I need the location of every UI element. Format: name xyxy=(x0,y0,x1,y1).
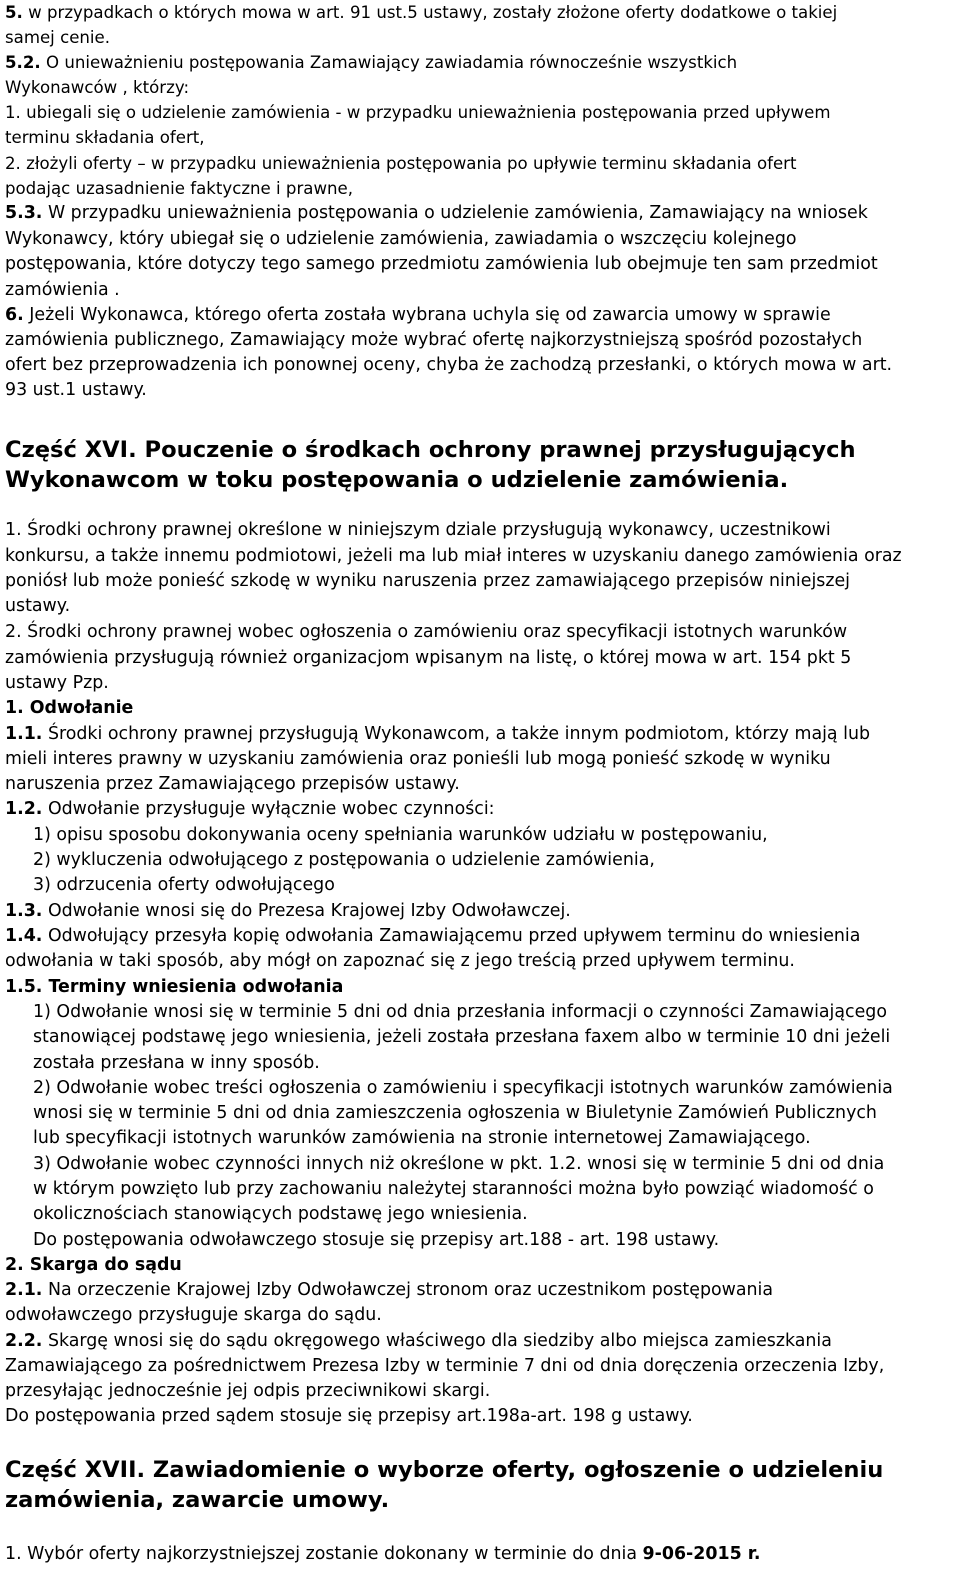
text-line: stanowiącej podstawę jego wniesienia, jeżeli została przesłana faxem albo w terminie 10 dni jeżeli xyxy=(33,1027,891,1047)
text-line: zamówienia publicznego, Zamawiający może wybrać ofertę najkorzystniejszą spośród pozostałych xyxy=(5,330,863,350)
text-line: podając uzasadnienie faktyczne i prawne, xyxy=(5,179,354,198)
text-line: przesyłając jednocześnie jej odpis przeciwnikowi skargi. xyxy=(5,1381,491,1401)
text-line: ofert bez przeprowadzenia ich ponownej oceny, chyba że zachodzą przesłanki, o których mowa w art. xyxy=(5,355,893,375)
text-line: Do postępowania przed sądem stosuje się przepisy art.198a-art. 198 g ustawy. xyxy=(5,1406,693,1426)
item-number: 2. Skarga do sądu xyxy=(5,1255,182,1275)
section-heading: Część XVI. Pouczenie o środkach ochrony prawnej przysługujących xyxy=(5,437,856,463)
text-line: 2. złożyli oferty – w przypadku unieważnienia postępowania po upływie terminu składania ofert xyxy=(5,154,797,173)
text-line: 5. w przypadkach o których mowa w art. 91 ust.5 ustawy, zostały złożone oferty dodatkowe o takiej xyxy=(5,3,838,22)
section-heading: Wykonawcom w toku postępowania o udzielenie zamówienia. xyxy=(5,467,789,493)
item-number: 5.3. xyxy=(5,203,43,223)
text-line: 2.1. Na orzeczenie Krajowej Izby Odwoławczej stronom oraz uczestnikom postępowania xyxy=(5,1280,774,1300)
item-number: 6. xyxy=(5,305,24,325)
text-line: Zamawiającego za pośrednictwem Prezesa Izby w terminie 7 dni od dnia doręczenia orzeczenia Izby, xyxy=(5,1356,885,1376)
item-number: 1.5. Terminy wniesienia odwołania xyxy=(5,977,344,997)
text-line: konkursu, a także innemu podmiotowi, jeżeli ma lub miał interes w uzyskaniu danego zamówienia oraz xyxy=(5,546,902,566)
text-line: 1. ubiegali się o udzielenie zamówienia - w przypadku unieważnienia postępowania przed upływem xyxy=(5,103,831,122)
text-line: 1) opisu sposobu dokonywania oceny spełniania warunków udziału w postępowaniu, xyxy=(33,825,768,845)
text-line: 5.3. W przypadku unieważnienia postępowania o udzielenie zamówienia, Zamawiający na wniosek xyxy=(5,203,868,223)
text-line: 93 ust.1 ustawy. xyxy=(5,380,147,400)
text-line: Wykonawców , którzy: xyxy=(5,78,190,97)
deadline-date: 9-06-2015 r. xyxy=(642,1544,761,1564)
text-line: naruszenia przez Zamawiającego przepisów ustawy. xyxy=(5,774,460,794)
text-line xyxy=(5,696,133,721)
text-line: 1) Odwołanie wnosi się w terminie 5 dni od dnia przesłania informacji o czynności Zamawiającego xyxy=(33,1002,887,1022)
text-line: odwoławczego przysługuje skarga do sądu. xyxy=(5,1305,382,1325)
text-line: lub specyfikacji istotnych warunków zamówienia na stronie internetowej Zamawiającego. xyxy=(33,1128,811,1148)
text-line: wnosi się w terminie 5 dni od dnia zamieszczenia ogłoszenia w Biuletynie Zamówień Publicznych xyxy=(33,1103,877,1123)
text-line: 6. Jeżeli Wykonawca, którego oferta została wybrana uchyla się od zawarcia umowy w sprawie xyxy=(5,305,831,325)
text-line: samej cenie. xyxy=(5,28,111,47)
text-line: została przesłana w inny sposób. xyxy=(33,1053,320,1073)
text-line: poniósł lub może ponieść szkodę w wyniku naruszenia przez zamawiającego przepisów niniejszej xyxy=(5,571,850,591)
text-line: zamówienia przysługują również organizacjom wpisanym na listę, o której mowa w art. 154 pkt 5 xyxy=(5,648,852,668)
item-number: 1.4. xyxy=(5,926,43,946)
text-line: postępowania, które dotyczy tego samego przedmiotu zamówienia lub obejmuje ten sam przedmiot xyxy=(5,254,878,274)
text-line: Do postępowania odwoławczego stosuje się przepisy art.188 - art. 198 ustawy. xyxy=(33,1230,720,1250)
text-line: okolicznościach stanowiących podstawę jego wniesienia. xyxy=(33,1204,528,1224)
text-line: 2.2. Skargę wnosi się do sądu okręgowego właściwego dla siedziby albo miejsca zamieszkania xyxy=(5,1331,832,1351)
item-number: 1.3. xyxy=(5,901,43,921)
section-heading: Część XVII. Zawiadomienie o wyborze oferty, ogłoszenie o udzieleniu xyxy=(5,1457,884,1483)
text-line: ustawy. xyxy=(5,596,71,616)
text-line: 2. Środki ochrony prawnej wobec ogłoszenia o zamówieniu oraz specyfikacji istotnych warunków xyxy=(5,622,848,642)
text-line: 5.2. O unieważnieniu postępowania Zamawiający zawiadamia równocześnie wszystkich xyxy=(5,53,738,72)
text-line: 1. Wybór oferty najkorzystniejszej zostanie dokonany w terminie do dnia 9-06-2015 r. xyxy=(5,1544,761,1564)
text-line: 3) Odwołanie wobec czynności innych niż określone w pkt. 1.2. wnosi się w terminie 5 dni od dnia xyxy=(33,1154,885,1174)
text-line: 1.4. Odwołujący przesyła kopię odwołania Zamawiającemu przed upływem terminu do wniesienia xyxy=(5,926,861,946)
text-line xyxy=(5,1253,182,1278)
text-line: 3) odrzucenia oferty odwołującego xyxy=(33,875,335,895)
text-line: 2) wykluczenia odwołującego z postępowania o udzielenie zamówienia, xyxy=(33,850,655,870)
text-line xyxy=(5,975,343,1000)
item-number: 5.2. xyxy=(5,53,41,72)
text-line: 1.1. Środki ochrony prawnej przysługują Wykonawcom, a także innym podmiotom, którzy mają lub xyxy=(5,724,871,744)
item-number: 2.1. xyxy=(5,1280,43,1300)
item-number: 5. xyxy=(5,3,23,22)
text-line: w którym powzięto lub przy zachowaniu należytej staranności można było powziąć wiadomość o xyxy=(33,1179,874,1199)
text-line: odwołania w taki sposób, aby mógł on zapoznać się z jego treścią przed upływem terminu. xyxy=(5,951,795,971)
text-line: zamówienia . xyxy=(5,280,120,300)
text-line: ustawy Pzp. xyxy=(5,673,109,693)
text-line: terminu składania ofert, xyxy=(5,128,205,147)
text-line: 2) Odwołanie wobec treści ogłoszenia o zamówieniu i specyfikacji istotnych warunków zamówienia xyxy=(33,1078,893,1098)
text-line: 1. Środki ochrony prawnej określone w niniejszym dziale przysługują wykonawcy, uczestnikowi xyxy=(5,520,831,540)
section-heading: zamówienia, zawarcie umowy. xyxy=(5,1487,390,1513)
item-number: 1.2. xyxy=(5,799,43,819)
text-line: 1.3. Odwołanie wnosi się do Prezesa Krajowej Izby Odwoławczej. xyxy=(5,901,571,921)
item-number: 1.1. xyxy=(5,724,43,744)
item-number: 2.2. xyxy=(5,1331,43,1351)
text-line: 1.2. Odwołanie przysługuje wyłącznie wobec czynności: xyxy=(5,799,495,819)
item-number: 1. Odwołanie xyxy=(5,698,134,718)
text-line: mieli interes prawny w uzyskaniu zamówienia oraz ponieśli lub mogą ponieść szkodę w wyniku xyxy=(5,749,831,769)
text-line: Wykonawcy, który ubiegał się o udzielenie zamówienia, zawiadamia o wszczęciu kolejnego xyxy=(5,229,797,249)
